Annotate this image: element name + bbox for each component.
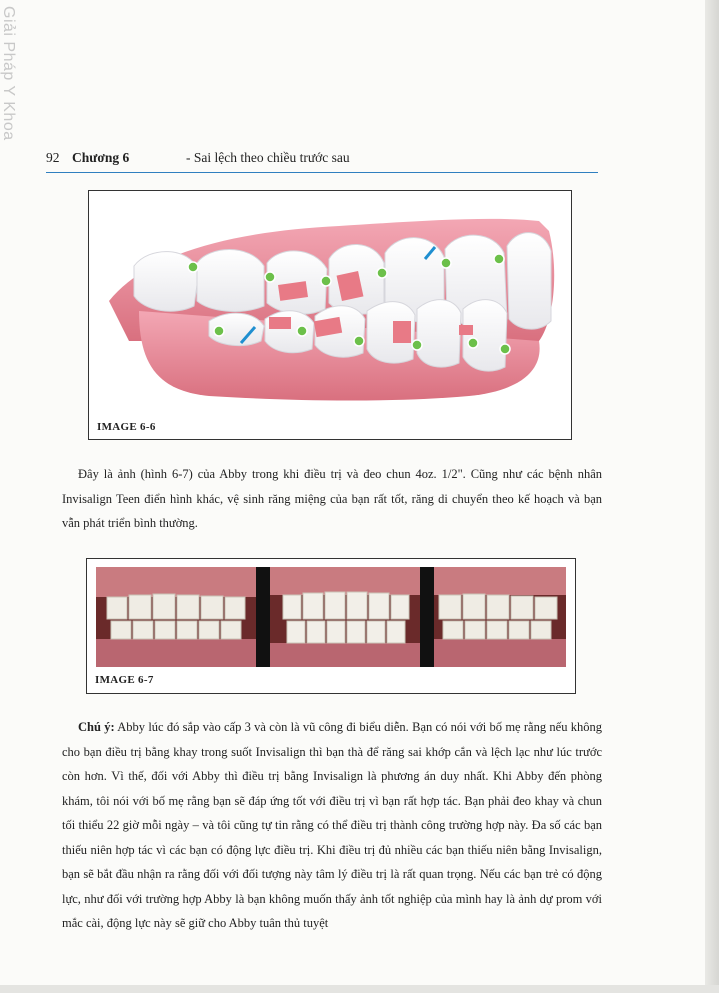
chapter-subtitle: - Sai lệch theo chiều trước sau (186, 150, 350, 165)
photo-right-buccal (96, 567, 256, 667)
note-body: Abby lúc đó sắp vào cấp 3 và còn là vũ công đi biểu diễn. Bạn có nói với bố mẹ rằng nếu không cho bạn điều trị bằng khay trong suốt Invisalign thì bạn thà để răng sai khớp cắn và lệch lạc như lúc trước còn hơn. Vì thế, đối với Abby thì điều trị bằng Invisalign là phương án duy nhất. Khi Abby đến phòng khám, tôi nói với bố mẹ rằng bạn sẽ đáp ứng tốt với điều trị vì bạn rất hợp tác. Bạn phải đeo khay và chun tối thiểu 22 giờ mỗi ngày – và tôi cũng tự tin rằng có thể điều trị thành công trường hợp này. Đa số các bạn thiếu niên hợp tác vì các bạn có động lực điều trị. Khi điều trị đủ nhiều các bạn thiếu niên bằng Invisalign, bạn sẽ bắt đầu nhận ra rằng đối với đối tượng này tâm lý điều trị là rất quan trọng. Nếu các bạn trẻ có động lực, như đối với trường hợp Abby là bạn không muốn thấy ảnh tốt nghiệp của mình hay là ảnh dự prom với mắc cài, động lực này sẽ giữ cho Abby tuân thủ tuyệt (62, 720, 602, 930)
chapter-title: Chương 6 (72, 150, 130, 165)
watermark (0, 6, 28, 141)
page-bottom-edge (0, 985, 719, 993)
running-header (46, 150, 598, 173)
figure-image-6-7 (86, 558, 576, 694)
photo-frontal (270, 567, 420, 667)
page-number: 92 (46, 150, 60, 165)
page-edge (705, 0, 719, 993)
photo-left-buccal (434, 567, 566, 667)
intraoral-photos (87, 559, 575, 693)
figure-caption: IMAGE 6-7 (95, 674, 154, 686)
paragraph-2-text (62, 715, 602, 936)
paragraph-1-text: Đây là ảnh (hình 6-7) của Abby trong khi điều trị và đeo chun 4oz. 1/2". Cũng như các bệnh nhân Invisalign Teen điển hình khác, vệ sinh răng miệng của bạn rất tốt, răng di chuyển theo kế hoạch và bạn vẫn phát triển bình thường. (62, 467, 602, 530)
paragraph-2 (62, 715, 602, 936)
paragraph-1 (62, 462, 602, 536)
figure-caption: IMAGE 6-6 (97, 421, 156, 433)
figure-image-6-6 (88, 190, 572, 440)
watermark-text: Giải Pháp Y Khoa (0, 6, 17, 141)
aligner-model-illustration (89, 191, 571, 439)
note-lead: Chú ý: (78, 720, 115, 734)
